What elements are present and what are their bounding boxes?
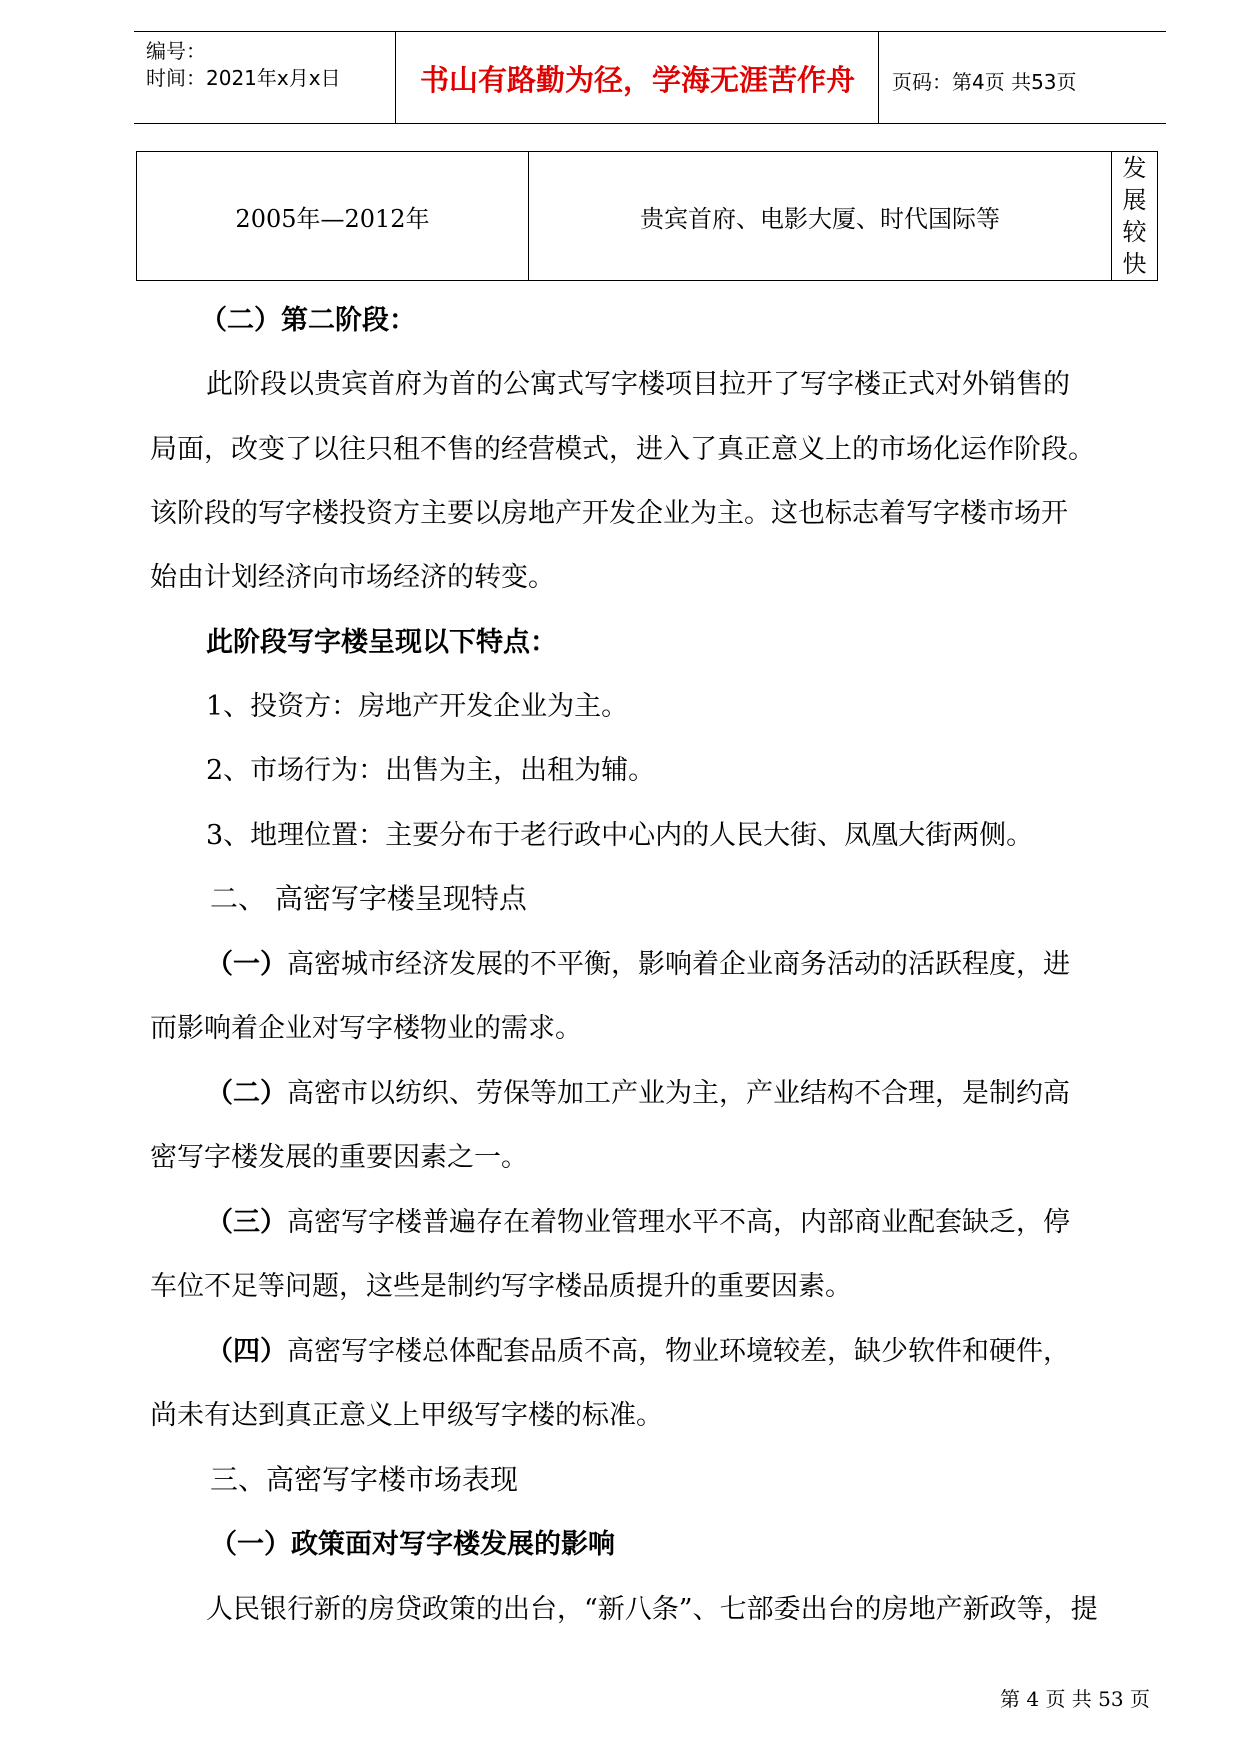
point-text: 高密城市经济发展的不平衡，影响着企业商务活动的活跃程度，进 — [287, 949, 1070, 980]
point-number: （一） — [206, 949, 287, 980]
stage2-para-line: 此阶段以贵宾首府为首的公寓式写字楼项目拉开了写字楼正式对外销售的 — [206, 369, 1070, 400]
projects-cell: 贵宾首府、电影大厦、时代国际等 — [529, 152, 1112, 281]
point-line — [206, 1200, 1070, 1239]
feature-item: 2、市场行为：出售为主，出租为辅。 — [206, 755, 656, 786]
point-text: 高密写字楼普遍存在着物业管理水平不高，内部商业配套缺乏，停 — [287, 1207, 1070, 1238]
status-char: 展 — [1122, 186, 1147, 214]
point-text: 高密写字楼总体配套品质不高，物业环境较差，缺少软件和硬件， — [287, 1336, 1070, 1367]
period-cell: 2005年—2012年 — [137, 152, 529, 281]
section3-heading: 三、高密写字楼市场表现 — [210, 1463, 519, 1496]
status-char: 快 — [1122, 250, 1147, 278]
stage2-para-line: 该阶段的写字楼投资方主要以房地产开发企业为主。这也标志着写字楼市场开 — [150, 498, 1068, 529]
point-line — [206, 1071, 1070, 1110]
point-line: 而影响着企业对写字楼物业的需求。 — [150, 1013, 582, 1044]
table-row — [137, 152, 1158, 281]
header-number-label: 编号： — [146, 39, 206, 63]
status-char: 发 — [1122, 154, 1147, 182]
policy-line: 人民银行新的房贷政策的出台，“新八条”、七部委出台的房地产新政等，提 — [206, 1594, 1098, 1625]
features-heading: 此阶段写字楼呈现以下特点： — [206, 627, 557, 658]
section2-heading: 二、 高密写字楼呈现特点 — [210, 882, 527, 915]
point-number: （二） — [206, 1078, 287, 1109]
stage-table — [136, 151, 1158, 281]
feature-item: 3、地理位置：主要分布于老行政中心内的人民大街、凤凰大街两侧。 — [206, 820, 1034, 851]
header-page-label: 页码：第4页 共53页 — [892, 70, 1077, 94]
feature-item: 1、投资方：房地产开发企业为主。 — [206, 691, 629, 722]
header-divider-right — [878, 31, 879, 124]
stage2-heading: （二）第二阶段： — [200, 305, 416, 336]
point-line — [206, 1329, 1070, 1368]
point-line: 尚未有达到真正意义上甲级写字楼的标准。 — [150, 1400, 663, 1431]
stage2-para-line: 始由计划经济向市场经济的转变。 — [150, 562, 555, 593]
header-top-rule — [134, 31, 1166, 32]
page-footer: 第 4 页 共 53 页 — [1000, 1687, 1150, 1711]
stage2-para-line: 局面，改变了以往只租不售的经营模式，进入了真正意义上的市场化运作阶段。 — [150, 434, 1095, 465]
header-divider-left — [395, 31, 396, 124]
header-time-label: 时间：2021年x月x日 — [146, 66, 341, 90]
point-line: 车位不足等问题，这些是制约写字楼品质提升的重要因素。 — [150, 1271, 852, 1302]
point-number: （四） — [206, 1336, 287, 1367]
status-cell — [1112, 152, 1158, 281]
status-char: 较 — [1122, 218, 1147, 246]
point-number: （三） — [206, 1207, 287, 1238]
header-motto: 书山有路勤为径，学海无涯苦作舟 — [420, 63, 856, 97]
point-text: 高密市以纺织、劳保等加工产业为主，产业结构不合理，是制约高 — [287, 1078, 1070, 1109]
point-line: 密写字楼发展的重要因素之一。 — [150, 1142, 528, 1173]
policy-heading: （一）政策面对写字楼发展的影响 — [210, 1529, 615, 1560]
point-line — [206, 942, 1070, 981]
header-bottom-rule — [134, 123, 1166, 124]
